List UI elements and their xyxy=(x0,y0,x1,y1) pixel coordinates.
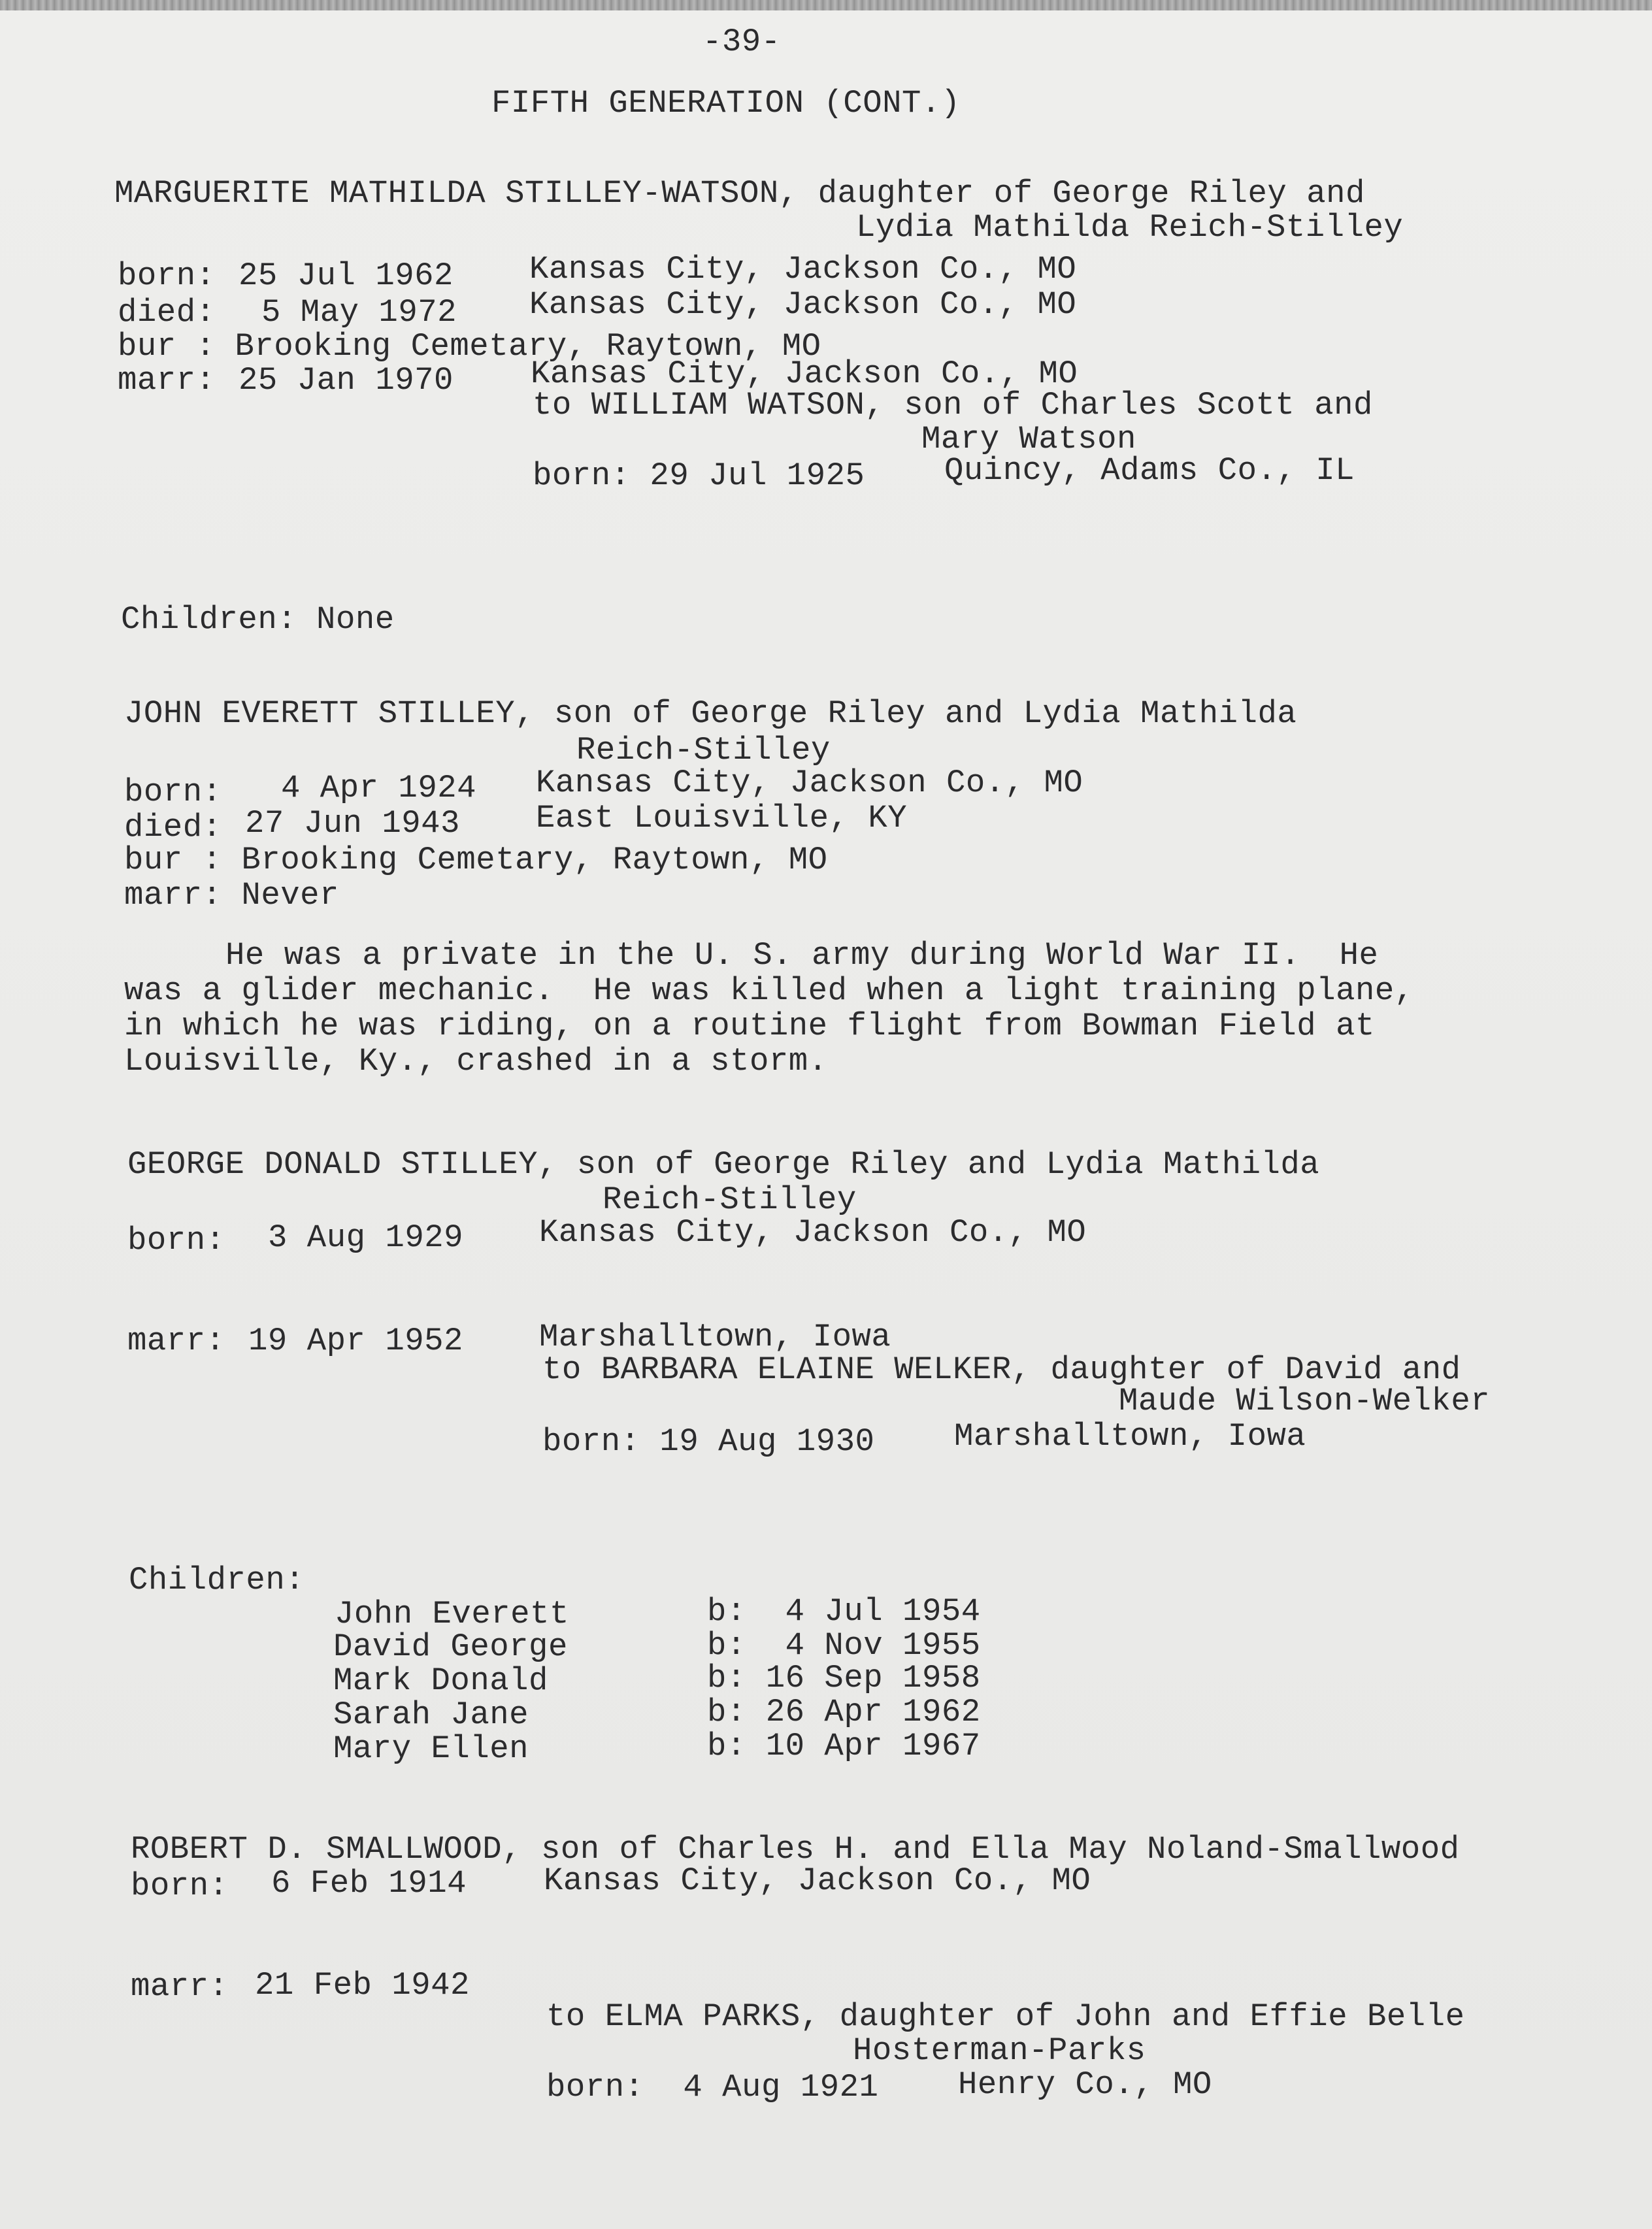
died-place: Kansas City, Jackson Co., MO xyxy=(529,286,1077,323)
born-date: 3 Aug 1929 xyxy=(268,1219,464,1256)
spouse: to ELMA PARKS, daughter of John and Effie Belle xyxy=(546,1998,1465,2035)
page-heading: FIFTH GENERATION (CONT.) xyxy=(491,85,961,122)
child-birth: b: 4 Nov 1955 xyxy=(707,1627,981,1664)
entry-name: GEORGE DONALD STILLEY, son of George Riley and Lydia Mathilda xyxy=(127,1146,1320,1183)
died-place: East Louisville, KY xyxy=(536,800,908,836)
born-date: 4 Apr 1924 xyxy=(281,770,477,806)
died-label: died: xyxy=(118,294,216,331)
entry-parents: Lydia Mathilda Reich-Stilley xyxy=(856,209,1404,246)
entry-name: JOHN EVERETT STILLEY, son of George Riley and Lydia Mathilda xyxy=(124,695,1297,732)
born-place: Kansas City, Jackson Co., MO xyxy=(529,251,1077,288)
child-name: Mark Donald xyxy=(333,1662,548,1699)
biography-line: was a glider mechanic. He was killed when a light training plane, xyxy=(124,972,1414,1009)
entry-name: MARGUERITE MATHILDA STILLEY-WATSON, daughter of George Riley and xyxy=(114,175,1365,212)
marr-label: marr: xyxy=(127,1323,225,1359)
child-name: Mary Ellen xyxy=(333,1730,529,1767)
burial: bur : Brooking Cemetary, Raytown, MO xyxy=(124,842,828,878)
child-birth: b: 10 Apr 1967 xyxy=(707,1728,981,1764)
entry-parents: Reich-Stilley xyxy=(603,1181,857,1218)
entry-name: ROBERT D. SMALLWOOD, son of Charles H. and Ella May Noland-Smallwood xyxy=(131,1831,1460,1868)
children-label: Children: xyxy=(129,1562,305,1598)
spouse-born: born: 29 Jul 1925 xyxy=(533,457,865,494)
born-place: Kansas City, Jackson Co., MO xyxy=(544,1862,1091,1899)
child-birth: b: 4 Jul 1954 xyxy=(707,1593,981,1630)
spouse-born: born: 4 Aug 1921 xyxy=(546,2069,879,2105)
spouse: to WILLIAM WATSON, son of Charles Scott and xyxy=(533,387,1373,423)
born-place: Kansas City, Jackson Co., MO xyxy=(536,765,1083,801)
binding-edge xyxy=(0,0,1652,10)
child-name: Sarah Jane xyxy=(333,1696,529,1733)
born-label: born: xyxy=(118,257,216,294)
born-date: 6 Feb 1914 xyxy=(271,1865,467,1902)
born-label: born: xyxy=(127,1222,225,1259)
marr-place: Marshalltown, Iowa xyxy=(539,1319,891,1355)
spouse-parents: Hosterman-Parks xyxy=(853,2032,1146,2069)
child-birth: b: 26 Apr 1962 xyxy=(707,1694,981,1730)
marr-place: Kansas City, Jackson Co., MO xyxy=(531,355,1078,392)
born-date: 25 Jul 1962 xyxy=(239,257,454,294)
children-none: Children: None xyxy=(121,601,395,638)
child-name: David George xyxy=(333,1628,568,1665)
spouse: to BARBARA ELAINE WELKER, daughter of David and xyxy=(542,1351,1461,1388)
born-label: born: xyxy=(131,1868,229,1904)
spouse-born: born: 19 Aug 1930 xyxy=(542,1423,875,1460)
biography-line: in which he was riding, on a routine flight from Bowman Field at xyxy=(124,1008,1375,1044)
died-date: 5 May 1972 xyxy=(261,294,457,331)
died-label: died: xyxy=(124,809,222,846)
page-number: -39- xyxy=(702,24,781,60)
died-date: 27 Jun 1943 xyxy=(245,805,460,842)
child-name: John Everett xyxy=(335,1596,569,1632)
spouse-born-place: Marshalltown, Iowa xyxy=(954,1418,1306,1455)
marr-status: marr: Never xyxy=(124,877,339,914)
spouse-parents: Maude Wilson-Welker xyxy=(1119,1383,1491,1419)
entry-parents: Reich-Stilley xyxy=(576,732,831,768)
biography-line: He was a private in the U. S. army during World War II. He xyxy=(225,937,1379,974)
marr-label: marr: xyxy=(118,362,216,399)
marr-label: marr: xyxy=(131,1968,229,2005)
marr-date: 21 Feb 1942 xyxy=(255,1967,470,2004)
spouse-born-place: Henry Co., MO xyxy=(958,2066,1212,2103)
born-label: born: xyxy=(124,774,222,810)
marr-date: 25 Jan 1970 xyxy=(239,362,454,399)
spouse-born-place: Quincy, Adams Co., IL xyxy=(944,452,1355,489)
burial: bur : Brooking Cemetary, Raytown, MO xyxy=(118,328,821,365)
spouse-parents: Mary Watson xyxy=(921,421,1136,457)
born-place: Kansas City, Jackson Co., MO xyxy=(539,1214,1087,1251)
marr-date: 19 Apr 1952 xyxy=(248,1323,463,1359)
biography-line: Louisville, Ky., crashed in a storm. xyxy=(124,1043,828,1080)
child-birth: b: 16 Sep 1958 xyxy=(707,1660,981,1696)
